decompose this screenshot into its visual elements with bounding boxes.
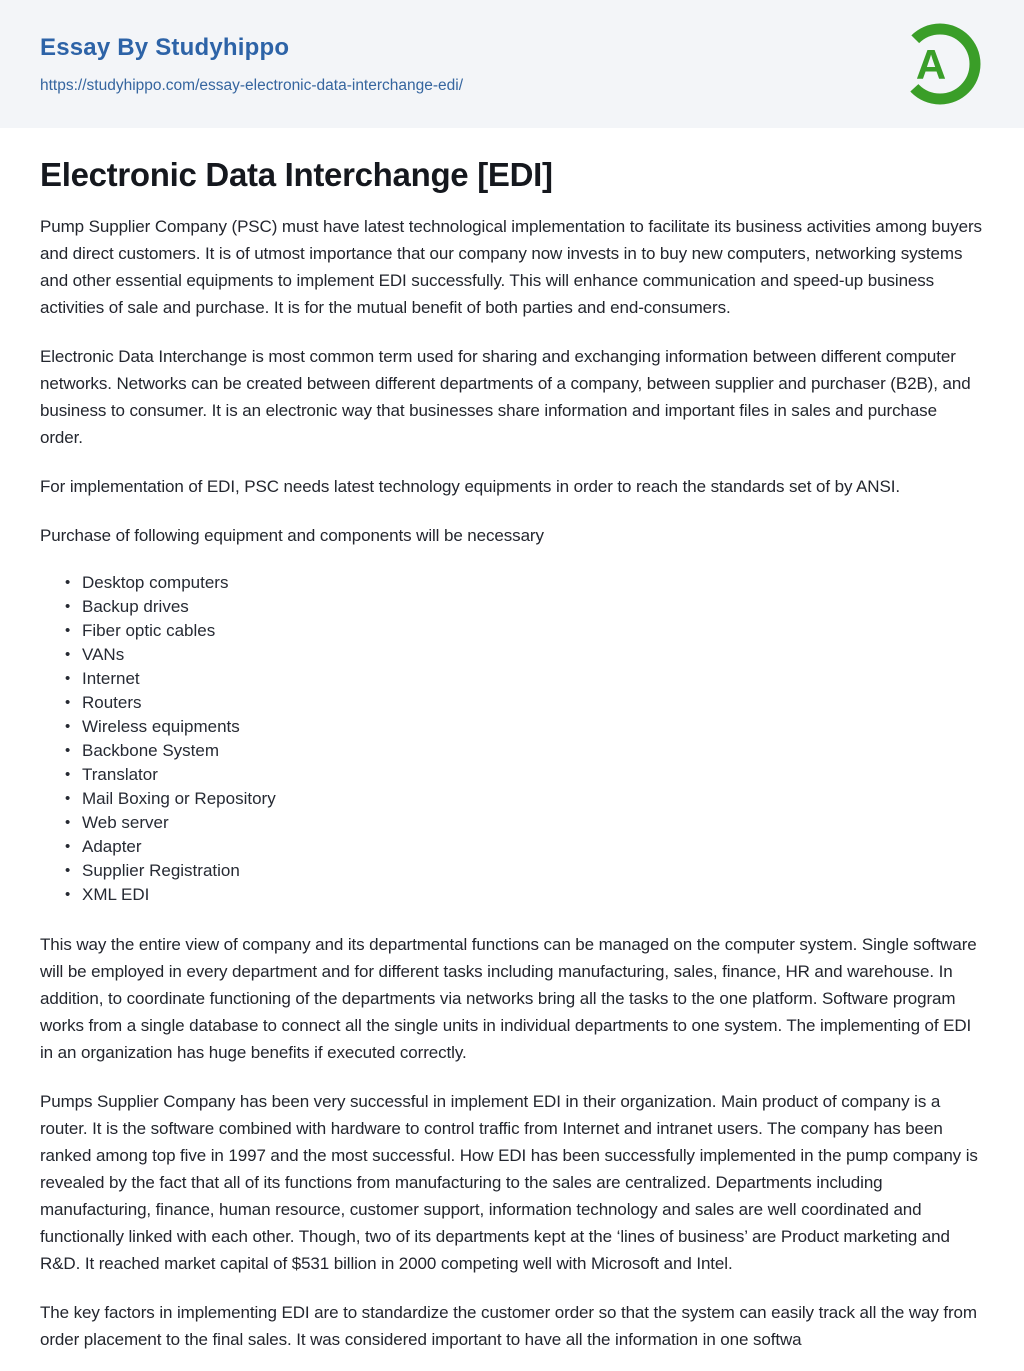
equipment-list-item: • Backup drives	[82, 595, 984, 619]
essay-paragraph: Pump Supplier Company (PSC) must have latest technological implementation to facilitate its business activities among buyers and direct customers. It is of utmost importance that our company now invests in to buy new computers, networking systems and other essential equipments to implement EDI successfully. This will enhance communication and speed-up business activities of sale and purchase. It is for the mutual benefit of both parties and end-consumers.	[40, 217, 982, 318]
essay-paragraph: Pumps Supplier Company has been very successful in implement EDI in their organization. Main product of company is a router. It is the software combined with hardware to control traffic from Internet and intranet users. The company has been ranked among top five in 1997 and the most successful. How EDI has been successfully implemented in the pump company is revealed by the fact that all of its functions from manufacturing to the sales are centralized. Departments including manufacturing, finance, human resource, customer support, information technology and sales are well coordinated and functionally linked with each other. Though, two of its departments kept at the ‘lines of business’ are Product marketing and R&D. It reached market capital of $531 billion in 2000 competing well with Microsoft and Intel.	[40, 1092, 978, 1274]
logo-arc-icon	[898, 22, 982, 106]
essay-article	[0, 128, 1024, 1353]
equipment-list-item: • Backbone System	[82, 739, 984, 763]
equipment-list-item: • Web server	[82, 811, 984, 835]
essay-paragraph: Electronic Data Interchange is most common term used for sharing and exchanging information between different computer networks. Networks can be created between different departments of a company, between supplier and purchaser (B2B), and business to consumer. It is an electronic way that businesses share information and important files in sales and purchase order.	[40, 347, 971, 448]
equipment-list-item: • Mail Boxing or Repository	[82, 787, 984, 811]
essay-paragraph: The key factors in implementing EDI are to standardize the customer order so that the system can easily track all the way from order placement to the final sales. It was considered important to have all the information in one softwa	[40, 1303, 977, 1350]
page-url-link[interactable]: https://studyhippo.com/essay-electronic-data-interchange-edi/	[40, 76, 464, 94]
equipment-list-item: • Routers	[82, 691, 984, 715]
essay-paragraph: For implementation of EDI, PSC needs latest technology equipments in order to reach the standards set of by ANSI.	[40, 477, 900, 497]
site-title: Essay By Studyhippo	[40, 34, 290, 61]
essay-paragraph: This way the entire view of company and its departmental functions can be managed on the computer system. Single software will be employed in every department and for different tasks including manufacturing, sales, finance, HR and warehouse. In addition, to coordinate functioning of the departments via networks bring all the tasks to the one platform. Software program works from a single database to connect all the single units in individual departments to one system. The implementing of EDI in an organization has huge benefits if executed correctly.	[40, 935, 977, 1063]
equipment-list-item: • Fiber optic cables	[82, 619, 984, 643]
equipment-list-item: • Wireless equipments	[82, 715, 984, 739]
equipment-list-item: • Desktop computers	[82, 571, 984, 595]
page-title: Electronic Data Interchange [EDI]	[40, 156, 553, 193]
studyhippo-logo-icon[interactable]	[898, 22, 982, 111]
equipment-list-item: • Supplier Registration	[82, 859, 984, 883]
header-text-block	[40, 34, 463, 95]
equipment-list-item: • VANs	[82, 643, 984, 667]
essay-paragraph: Purchase of following equipment and components will be necessary	[40, 526, 544, 546]
site-header	[0, 0, 1024, 128]
equipment-list-item: • Internet	[82, 667, 984, 691]
equipment-list-item: • XML EDI	[82, 883, 984, 907]
equipment-list-item: • Translator	[82, 763, 984, 787]
equipment-list-item: • Adapter	[82, 835, 984, 859]
logo-letter: A	[915, 41, 947, 88]
equipment-list	[40, 571, 984, 907]
